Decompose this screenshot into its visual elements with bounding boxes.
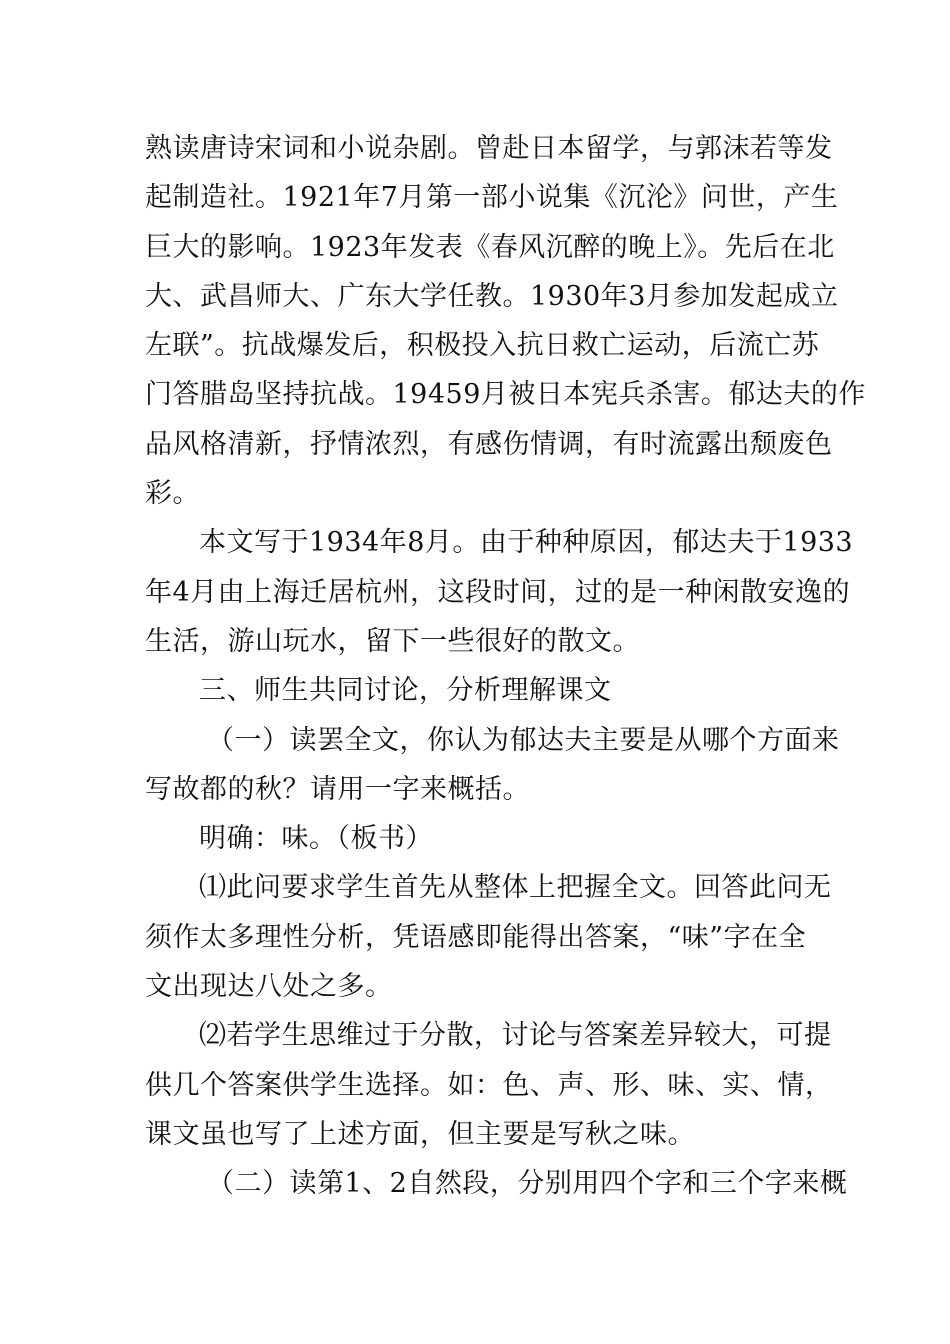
text-line: 门答腊岛坚持抗战。19459月被日本宪兵杀害。郁达夫的作 <box>145 379 866 411</box>
text-line: 文出现达八处之多。 <box>145 971 393 1003</box>
text-line: 明确：味。（板书） <box>199 823 433 855</box>
text-line: 大、武昌师大、广东大学任教。1930年3月参加发起成立 <box>145 280 839 312</box>
text-line: （二）读第1、2自然段，分别用四个字和三个字来概 <box>207 1168 848 1200</box>
text-line: 写故都的秋？请用一字来概括。 <box>145 773 530 805</box>
text-line: 熟读唐诗宋词和小说杂剧。曾赴日本留学，与郭沫若等发 <box>145 133 833 164</box>
document-body <box>145 124 866 1209</box>
text-line: ⑵若学生思维过于分散，讨论与答案差异较大，可提 <box>199 1020 832 1052</box>
text-line: 彩。 <box>145 478 200 510</box>
text-line: 三、师生共同讨论，分析理解课文 <box>199 675 612 707</box>
text-line: 本文写于1934年8月。由于种种原因，郁达夫于1933 <box>199 527 854 559</box>
text-line: 课文虽也写了上述方面，但主要是写秋之味。 <box>145 1118 695 1150</box>
text-line: 起制造社。1921年7月第一部小说集《沉沦》问世，产生 <box>145 182 839 214</box>
text-line: （一）读罢全文，你认为郁达夫主要是从哪个方面来 <box>207 724 840 756</box>
text-line: 年4月由上海迁居杭州，这段时间，过的是一种闲散安逸的 <box>145 576 851 608</box>
text-line: ⑴此问要求学生首先从整体上把握全文。回答此问无 <box>199 872 832 904</box>
question-two-paragraph <box>145 1159 848 1208</box>
text-line: 供几个答案供学生选择。如：色、声、形、味、实、情， <box>145 1069 833 1101</box>
note-one-paragraph <box>145 863 832 1011</box>
text-line: 巨大的影响。1923年发表《春风沉醉的晚上》。先后在北 <box>145 231 835 263</box>
background-paragraph <box>145 518 854 666</box>
question-one-paragraph <box>145 716 840 815</box>
answer-paragraph <box>145 814 810 863</box>
note-two-paragraph <box>145 1011 833 1159</box>
text-line: 须作太多理性分析，凭语感即能得出答案，“味”字在全 <box>145 921 807 953</box>
author-bio-paragraph <box>145 124 866 518</box>
text-line: 左联”。抗战爆发后，积极投入抗日救亡运动，后流亡苏 <box>145 330 820 362</box>
text-line: 生活，游山玩水，留下一些很好的散文。 <box>145 625 640 657</box>
section-heading <box>145 666 810 715</box>
text-line: 品风格清新，抒情浓烈，有感伤情调，有时流露出颓废色 <box>145 428 833 460</box>
